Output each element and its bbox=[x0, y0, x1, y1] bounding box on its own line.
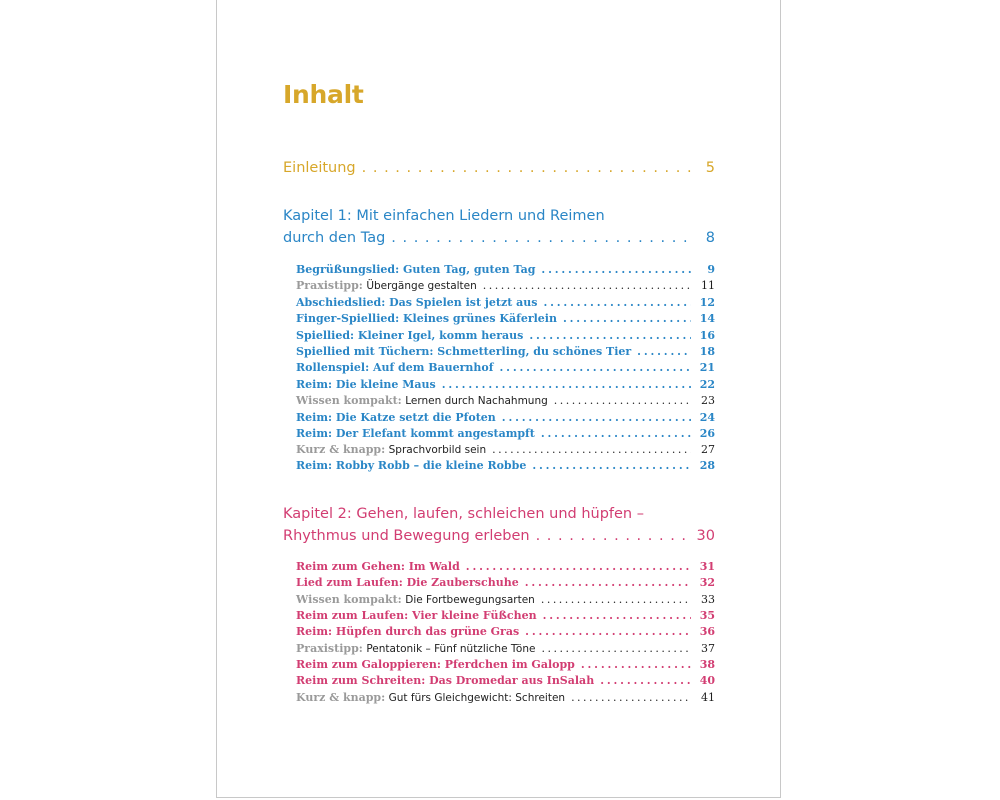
toc-item[interactable] bbox=[296, 394, 715, 407]
toc-item[interactable] bbox=[296, 691, 715, 704]
leader-dots bbox=[541, 593, 691, 606]
toc-item[interactable] bbox=[296, 329, 715, 342]
leader-dots bbox=[581, 658, 691, 671]
leader-dots bbox=[502, 411, 691, 424]
leader-dots bbox=[571, 691, 691, 704]
toc-item-category: Wissen kompakt: bbox=[296, 394, 402, 407]
toc-item-page: 14 bbox=[699, 312, 715, 325]
leader-dots bbox=[525, 576, 691, 589]
toc-item-label bbox=[296, 443, 486, 456]
leader-dots bbox=[637, 345, 691, 358]
chapter2-page: 30 bbox=[696, 528, 715, 544]
leader-dots bbox=[466, 560, 691, 573]
toc-item[interactable] bbox=[296, 674, 715, 687]
toc-item-label: Rollenspiel: Auf dem Bauernhof bbox=[296, 361, 494, 374]
toc-intro-label: Einleitung bbox=[283, 160, 356, 176]
toc-intro[interactable] bbox=[283, 160, 715, 176]
toc-item-page: 18 bbox=[699, 345, 715, 358]
toc-item-label: Reim: Die Katze setzt die Pfoten bbox=[296, 411, 496, 424]
toc-item[interactable] bbox=[296, 658, 715, 671]
toc-item-label bbox=[296, 691, 565, 704]
leader-dots bbox=[529, 329, 691, 342]
toc-item[interactable] bbox=[296, 411, 715, 424]
leader-dots bbox=[492, 443, 691, 456]
toc-item[interactable] bbox=[296, 361, 715, 374]
toc-item-label: Abschiedslied: Das Spielen ist jetzt aus bbox=[296, 296, 538, 309]
toc-item-text: Sprachvorbild sein bbox=[388, 444, 487, 456]
toc-item-page: 16 bbox=[699, 329, 715, 342]
toc-item[interactable] bbox=[296, 443, 715, 456]
toc-item-label: Finger-Spiellied: Kleines grünes Käferlein bbox=[296, 312, 557, 325]
toc-item[interactable] bbox=[296, 560, 715, 573]
toc-item-category: Praxistipp: bbox=[296, 279, 363, 292]
toc-item-label bbox=[296, 642, 535, 655]
toc-item-category: Praxistipp: bbox=[296, 642, 363, 655]
leader-dots bbox=[536, 528, 691, 544]
toc-item-category: Kurz & knapp: bbox=[296, 443, 386, 456]
toc-item-page: 12 bbox=[699, 296, 715, 309]
toc-item-page: 40 bbox=[699, 674, 715, 687]
toc-intro-page: 5 bbox=[705, 160, 715, 176]
toc-item[interactable] bbox=[296, 296, 715, 309]
leader-dots bbox=[442, 378, 691, 391]
chapter1-title-line1[interactable]: Kapitel 1: Mit einfachen Liedern und Reimen bbox=[283, 208, 605, 224]
toc-item-page: 35 bbox=[699, 609, 715, 622]
toc-item-label: Reim zum Laufen: Vier kleine Füßchen bbox=[296, 609, 537, 622]
toc-item-page: 21 bbox=[699, 361, 715, 374]
leader-dots bbox=[541, 427, 691, 440]
toc-item-text: Lernen durch Nachahmung bbox=[405, 395, 548, 407]
toc-item-page: 38 bbox=[699, 658, 715, 671]
toc-item-page: 22 bbox=[699, 378, 715, 391]
leader-dots bbox=[483, 279, 691, 292]
leader-dots bbox=[532, 459, 691, 472]
toc-item-page: 9 bbox=[707, 263, 715, 276]
toc-item[interactable] bbox=[296, 263, 715, 276]
toc-item[interactable] bbox=[296, 279, 715, 292]
toc-item[interactable] bbox=[296, 576, 715, 589]
chapter2-title-line2-row[interactable] bbox=[283, 528, 715, 544]
toc-item-text: Gut fürs Gleichgewicht: Schreiten bbox=[388, 692, 566, 704]
toc-item[interactable] bbox=[296, 625, 715, 638]
toc-item-label: Reim zum Gehen: Im Wald bbox=[296, 560, 460, 573]
leader-dots bbox=[541, 263, 691, 276]
toc-item[interactable] bbox=[296, 609, 715, 622]
toc-item-label bbox=[296, 279, 477, 292]
toc-item-label bbox=[296, 593, 535, 606]
toc-item-label: Reim zum Galoppieren: Pferdchen im Galopp bbox=[296, 658, 575, 671]
toc-item-text: Pentatonik – Fünf nützliche Töne bbox=[366, 643, 536, 655]
toc-item-page: 11 bbox=[701, 279, 715, 292]
toc-item-category: Kurz & knapp: bbox=[296, 691, 386, 704]
toc-item[interactable] bbox=[296, 312, 715, 325]
chapter2-title-line2: Rhythmus und Bewegung erleben bbox=[283, 528, 530, 544]
toc-item-label: Begrüßungslied: Guten Tag, guten Tag bbox=[296, 263, 536, 276]
toc-item-page: 28 bbox=[699, 459, 715, 472]
toc-item-page: 24 bbox=[699, 411, 715, 424]
toc-item[interactable] bbox=[296, 459, 715, 472]
toc-item-label: Reim: Der Elefant kommt angestampft bbox=[296, 427, 535, 440]
toc-item-text: Übergänge gestalten bbox=[366, 280, 477, 292]
leader-dots bbox=[362, 160, 691, 176]
toc-item-page: 32 bbox=[699, 576, 715, 589]
toc-item[interactable] bbox=[296, 345, 715, 358]
toc-item-page: 31 bbox=[699, 560, 715, 573]
chapter2-title-line1[interactable]: Kapitel 2: Gehen, laufen, schleichen und hüpfen – bbox=[283, 506, 644, 522]
toc-item-page: 37 bbox=[701, 642, 715, 655]
toc-item-page: 26 bbox=[699, 427, 715, 440]
chapter1-page: 8 bbox=[705, 230, 715, 246]
toc-item-label: Spiellied mit Tüchern: Schmetterling, du schönes Tier bbox=[296, 345, 632, 358]
toc-item[interactable] bbox=[296, 642, 715, 655]
toc-item-label: Spiellied: Kleiner Igel, komm heraus bbox=[296, 329, 524, 342]
leader-dots bbox=[554, 394, 691, 407]
toc-item-label: Reim: Robby Robb – die kleine Robbe bbox=[296, 459, 527, 472]
toc-item-label: Reim: Die kleine Maus bbox=[296, 378, 436, 391]
toc-item-text: Die Fortbewegungsarten bbox=[405, 594, 535, 606]
toc-item-page: 41 bbox=[701, 691, 715, 704]
leader-dots bbox=[543, 609, 691, 622]
leader-dots bbox=[525, 625, 691, 638]
leader-dots bbox=[500, 361, 692, 374]
leader-dots bbox=[543, 296, 691, 309]
toc-item-page: 33 bbox=[701, 593, 715, 606]
toc-item[interactable] bbox=[296, 593, 715, 606]
toc-item-label: Reim zum Schreiten: Das Dromedar aus InSalah bbox=[296, 674, 595, 687]
page-title: Inhalt bbox=[283, 80, 364, 109]
toc-item-label: Reim: Hüpfen durch das grüne Gras bbox=[296, 625, 520, 638]
toc-item[interactable] bbox=[296, 427, 715, 440]
chapter1-title-line2-row[interactable] bbox=[283, 230, 715, 246]
toc-item-label bbox=[296, 394, 548, 407]
chapter1-title-line2: durch den Tag bbox=[283, 230, 386, 246]
leader-dots bbox=[600, 674, 691, 687]
leader-dots bbox=[541, 642, 691, 655]
toc-item[interactable] bbox=[296, 378, 715, 391]
leader-dots bbox=[391, 230, 691, 246]
toc-item-page: 27 bbox=[701, 443, 715, 456]
leader-dots bbox=[563, 312, 691, 325]
toc-item-label: Lied zum Laufen: Die Zauberschuhe bbox=[296, 576, 519, 589]
toc-item-page: 23 bbox=[701, 394, 715, 407]
toc-item-category: Wissen kompakt: bbox=[296, 593, 402, 606]
toc-item-page: 36 bbox=[699, 625, 715, 638]
